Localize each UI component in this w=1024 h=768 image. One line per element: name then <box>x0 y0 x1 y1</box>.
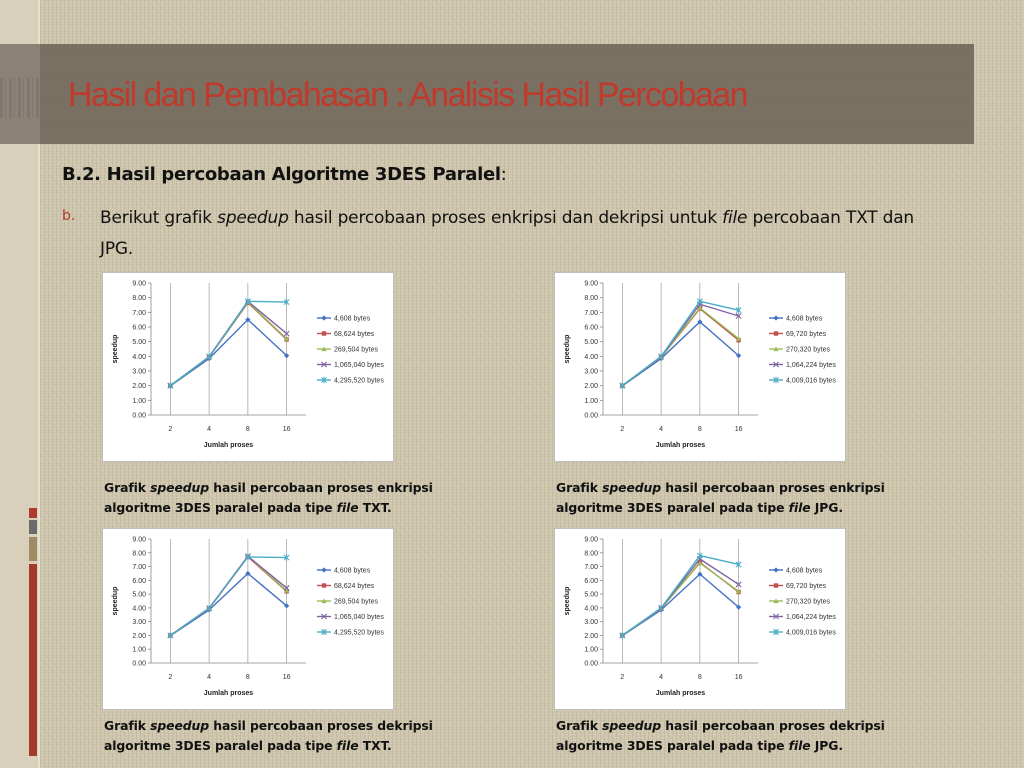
y-tick-label: 8.00 <box>584 550 598 558</box>
y-tick-label: 7.00 <box>132 564 146 572</box>
y-tick-label: 3.00 <box>584 619 598 627</box>
chart-svg <box>103 529 393 709</box>
x-tick-label: 4 <box>207 426 212 433</box>
caption-italic: speedup <box>602 718 662 733</box>
accent-bar-red <box>29 564 37 756</box>
caption-italic: speedup <box>150 718 210 733</box>
y-tick-label: 0.00 <box>584 412 598 420</box>
y-tick-label: 1.00 <box>584 646 598 654</box>
legend-marker <box>773 315 778 320</box>
caption-text: Grafik <box>104 480 151 495</box>
y-tick-label: 6.00 <box>132 577 146 585</box>
y-tick-label: 0.00 <box>132 412 146 420</box>
caption-italic: speedup <box>602 480 662 495</box>
legend-label: 4,009,016 bytes <box>786 629 836 637</box>
caption-text: JPG. <box>810 738 843 753</box>
x-tick-label: 8 <box>245 674 250 681</box>
chart-encrypt-jpg <box>554 272 846 462</box>
legend-label: 4,608 bytes <box>334 315 371 323</box>
legend-label: 270,320 bytes <box>786 598 830 606</box>
y-tick-label: 7.00 <box>584 564 598 572</box>
caption-text: hasil percobaan proses enkripsi algoritme 3DES paralel pada tipe <box>556 480 885 515</box>
caption-text: hasil percobaan proses dekripsi algoritme 3DES paralel pada tipe <box>556 718 885 753</box>
bullet-text <box>100 203 940 265</box>
legend-label: 269,504 bytes <box>334 346 378 354</box>
legend-label: 1,065,040 bytes <box>334 614 384 621</box>
x-tick-label: 4 <box>659 426 664 433</box>
bullet-text-1: Berikut grafik <box>100 208 218 228</box>
caption-text: Grafik <box>556 480 603 495</box>
caption-italic: file <box>336 500 359 515</box>
y-tick-label: 2.00 <box>584 383 598 391</box>
y-axis-label: speedup <box>112 334 119 364</box>
chart-decrypt-jpg <box>554 528 846 710</box>
chart-svg <box>103 273 393 461</box>
bullet-marker: b. <box>62 208 76 224</box>
caption-text: Grafik <box>556 718 603 733</box>
legend-label: 69,720 bytes <box>786 583 827 590</box>
y-axis-label: speedup <box>564 334 571 364</box>
caption-italic: speedup <box>150 480 210 495</box>
x-tick-label: 2 <box>168 674 173 681</box>
x-tick-label: 4 <box>659 674 664 681</box>
legend-label: 68,624 bytes <box>334 583 375 590</box>
caption-text: hasil percobaan proses enkripsi algoritme 3DES paralel pada tipe <box>104 480 433 515</box>
x-tick-label: 8 <box>245 426 250 433</box>
caption-text: Grafik <box>104 718 151 733</box>
title-bar-edge <box>0 44 40 144</box>
legend-label: 69,720 bytes <box>786 331 827 338</box>
y-tick-label: 5.00 <box>584 591 598 599</box>
x-tick-label: 16 <box>734 674 743 681</box>
caption-encrypt-jpg <box>556 478 916 518</box>
accent-block-tan <box>29 537 37 561</box>
y-tick-label: 3.00 <box>584 368 598 376</box>
section-subheading <box>62 164 507 185</box>
legend-label: 1,064,224 bytes <box>786 362 836 369</box>
y-tick-label: 4.00 <box>132 353 146 361</box>
caption-text: TXT. <box>358 738 392 753</box>
x-axis-label: Jumlah proses <box>655 442 706 449</box>
legend-label: 4,608 bytes <box>786 567 823 575</box>
x-tick-label: 8 <box>697 674 702 681</box>
legend-label: 269,504 bytes <box>334 598 378 606</box>
legend-label: 4,608 bytes <box>334 567 371 575</box>
y-tick-label: 5.00 <box>132 339 146 347</box>
legend-label: 4,608 bytes <box>786 315 823 323</box>
chart-encrypt-txt <box>102 272 394 462</box>
y-axis-label: speedup <box>112 586 119 616</box>
x-tick-label: 8 <box>697 426 702 433</box>
legend-label: 68,624 bytes <box>334 331 375 338</box>
series-line <box>622 559 738 635</box>
subheading-text: B.2. Hasil percobaan Algoritme 3DES Paralel <box>62 164 501 185</box>
legend-label: 1,065,040 bytes <box>334 362 384 369</box>
y-tick-label: 9.00 <box>132 280 146 288</box>
y-tick-label: 9.00 <box>132 536 146 544</box>
bullet-text-3: hasil percobaan proses enkripsi dan dekripsi untuk <box>288 208 723 228</box>
legend-marker <box>321 315 326 320</box>
caption-italic: file <box>788 500 811 515</box>
y-tick-label: 4.00 <box>132 605 146 613</box>
caption-decrypt-txt <box>104 716 464 756</box>
accent-block-gray <box>29 520 37 534</box>
y-tick-label: 2.00 <box>132 632 146 640</box>
slide-title: Hasil dan Pembahasan : Analisis Hasil Percobaan <box>68 76 747 114</box>
y-tick-label: 6.00 <box>132 324 146 332</box>
series-line <box>622 304 738 385</box>
legend-marker <box>322 583 326 587</box>
caption-italic: file <box>336 738 359 753</box>
legend-label: 4,009,016 bytes <box>786 377 836 385</box>
caption-decrypt-jpg <box>556 716 916 756</box>
series-line <box>170 301 286 385</box>
caption-text: TXT. <box>358 500 392 515</box>
y-tick-label: 9.00 <box>584 536 598 544</box>
legend-marker <box>773 567 778 572</box>
legend-label: 4,295,520 bytes <box>334 629 384 637</box>
y-tick-label: 1.00 <box>132 646 146 654</box>
y-axis-label: speedup <box>564 586 571 616</box>
x-tick-label: 4 <box>207 674 212 681</box>
chart-svg <box>555 529 845 709</box>
y-tick-label: 2.00 <box>584 632 598 640</box>
y-tick-label: 8.00 <box>132 550 146 558</box>
legend-label: 1,064,224 bytes <box>786 614 836 621</box>
chart-decrypt-txt <box>102 528 394 710</box>
y-tick-label: 1.00 <box>584 397 598 405</box>
legend-label: 4,295,520 bytes <box>334 377 384 385</box>
series-line <box>622 301 738 385</box>
accent-block-red <box>29 508 37 518</box>
y-tick-label: 3.00 <box>132 619 146 627</box>
caption-text: hasil percobaan proses dekripsi algoritme 3DES paralel pada tipe <box>104 718 433 753</box>
y-tick-label: 4.00 <box>584 353 598 361</box>
legend-marker <box>774 583 778 587</box>
x-tick-label: 2 <box>168 426 173 433</box>
legend-label: 270,320 bytes <box>786 346 830 354</box>
y-tick-label: 2.00 <box>132 383 146 391</box>
x-tick-label: 16 <box>282 674 291 681</box>
x-tick-label: 2 <box>620 674 625 681</box>
chart-svg <box>555 273 845 461</box>
x-axis-label: Jumlah proses <box>203 442 254 449</box>
caption-italic: file <box>788 738 811 753</box>
y-tick-label: 6.00 <box>584 324 598 332</box>
legend-marker <box>774 331 778 335</box>
y-tick-label: 8.00 <box>584 295 598 303</box>
y-tick-label: 0.00 <box>584 660 598 668</box>
x-axis-label: Jumlah proses <box>655 690 706 697</box>
x-axis-label: Jumlah proses <box>203 690 254 697</box>
x-tick-label: 16 <box>734 426 743 433</box>
x-tick-label: 16 <box>282 426 291 433</box>
caption-encrypt-txt <box>104 478 464 518</box>
y-tick-label: 4.00 <box>584 605 598 613</box>
legend-marker <box>322 331 326 335</box>
y-tick-label: 8.00 <box>132 295 146 303</box>
subheading-colon: : <box>500 164 507 185</box>
x-tick-label: 2 <box>620 426 625 433</box>
y-tick-label: 7.00 <box>584 309 598 317</box>
bullet-text-speedup: speedup <box>217 208 289 228</box>
series-line <box>170 557 286 636</box>
y-tick-label: 5.00 <box>132 591 146 599</box>
bullet-text-file: file <box>722 208 748 228</box>
series-line <box>622 556 738 636</box>
y-tick-label: 7.00 <box>132 309 146 317</box>
y-tick-label: 5.00 <box>584 339 598 347</box>
y-tick-label: 3.00 <box>132 368 146 376</box>
y-tick-label: 9.00 <box>584 280 598 288</box>
y-tick-label: 0.00 <box>132 660 146 668</box>
y-tick-label: 1.00 <box>132 397 146 405</box>
caption-text: JPG. <box>810 500 843 515</box>
bullet-text-5: percobaan TXT dan JPG. <box>100 208 914 259</box>
legend-marker <box>321 567 326 572</box>
y-tick-label: 6.00 <box>584 577 598 585</box>
